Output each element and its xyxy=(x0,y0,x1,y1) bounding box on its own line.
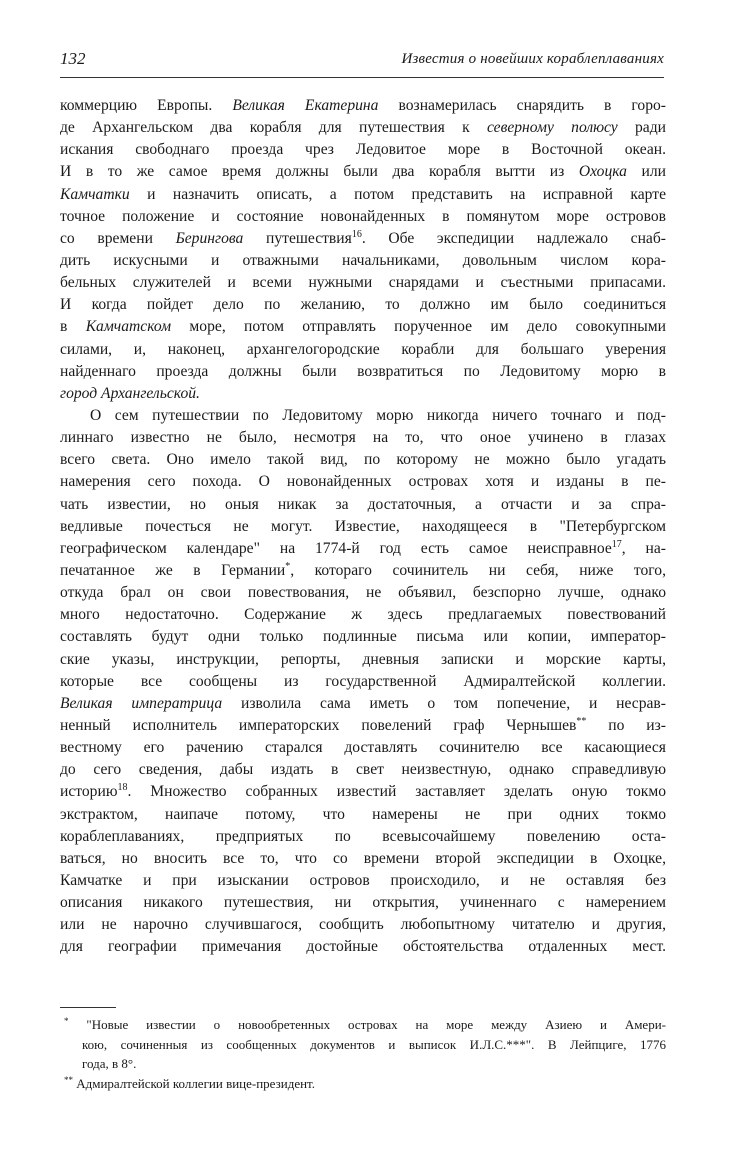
text-line: Великая императрица изволила сама иметь о том попечение, и несрав- xyxy=(60,694,666,712)
text-line: ведливые почесться не могут. Известие, находящееся в "Петербургском xyxy=(60,517,666,535)
text-line: Камчатки и назначить описать, а потом представить на исправной карте xyxy=(60,185,666,203)
running-title: Известия о новейших кораблеплаваниях xyxy=(401,51,664,67)
text-line: или не нарочно случившагося, сообщить любопытному читателю и другия, xyxy=(60,916,666,934)
text-line: кораблеплаваниях, предприятых по всевысочайшему повелению оста- xyxy=(60,827,666,845)
text-line: составлять будут одни только подлинные письма или копии, император- xyxy=(60,628,666,646)
footnote-ref: ** xyxy=(576,715,587,727)
endnote-ref: 17 xyxy=(611,538,622,550)
text-line: со времени Берингова путешествия$^{16}$. Обе экспедиции надлежало снаб- xyxy=(60,228,666,247)
text-line: много недостаточно. Содержание ж здесь предлагаемых повествований xyxy=(60,606,666,624)
text-line: ваться, но вносить все то, что со времени второй экспедиции в Охоцке, xyxy=(60,849,666,867)
text-line: ненный исполнитель императорских повелений граф Чернышев** по из- xyxy=(60,715,666,734)
text-line: которые все сообщены из государственной Адмиралтейской коллегии. xyxy=(60,672,666,690)
text-line: историю$^{18}$. Множество собранных известий заставляет зделать оную токмо xyxy=(60,782,666,801)
text-line: Камчатке и при изыскании островов происходило, и не оставляя без xyxy=(60,871,666,889)
footnotes xyxy=(64,1015,666,1093)
text-line: для географии примечания достойные обстоятельства отдаленных мест. xyxy=(60,938,666,956)
footnote-line: года, в 8°. xyxy=(82,1056,137,1071)
text-line: намерения сего похода. О новонайденных островах хотя и изданы в пе- xyxy=(60,473,666,491)
text-line: дить искусными и отважными начальниками, довольным числом кора- xyxy=(60,251,666,269)
footnote-ref: * xyxy=(285,560,291,572)
endnote-ref: 16 xyxy=(351,228,362,240)
text-line: силами, и, наконец, архангелогородские корабли для большаго уверения xyxy=(60,340,666,358)
header-rule xyxy=(60,77,664,78)
footnote-mark: * xyxy=(64,1016,69,1026)
page-number: 132 xyxy=(60,49,86,68)
text-line: бельных служителей и всеми нужными снарядами и съестными припасами. xyxy=(60,274,666,292)
text-line: описания никакого путешествия, ни открытия, учиненнаго с намерением xyxy=(60,894,666,912)
text-line: О сем путешествии по Ледовитому морю никогда ничего точнаго и под- xyxy=(90,406,666,424)
footnote-line: кою, сочиненныя из сообщенных документов и выписок И.Л.С.***". В Лейпциге, 1776 xyxy=(82,1036,666,1052)
text-line: точное положение и состояние новонайденных в помянутом море островов xyxy=(60,207,666,225)
text-line: в Камчатском море, потом отправлять порученное им дело совокупными xyxy=(60,318,666,336)
text-line: город Архангельской. xyxy=(60,384,200,402)
text-line: найденнаго проезда должны были возвратиться по Ледовитому морю в xyxy=(60,362,666,380)
text-line: ские указы, инструкции, репорты, дневныя записки и морские карты, xyxy=(60,650,666,668)
text-line: географическом календаре" на 1774-й год есть самое неисправное$^{17}$, на- xyxy=(60,538,666,557)
page-header xyxy=(60,49,664,75)
text-line: печатанное же в Германии*, котораго сочинитель ни себя, ниже того, xyxy=(60,560,666,579)
text-line: чать известии, но оныя никак за достаточныя, а отчасти и за спра- xyxy=(60,495,666,513)
footnote-line: * "Новые известии о новообретенных островах на море между Азиею и Амери- xyxy=(64,1016,666,1032)
main-text xyxy=(60,95,666,958)
text-line: всего света. Оно имело такой вид, по которому не можно было угадать xyxy=(60,451,666,469)
text-line: откуда брал он свои повествования, не объявил, безспорно лучше, однако xyxy=(60,584,666,602)
text-line: экстрактом, наипаче потому, что намерены не при одних токмо xyxy=(60,805,666,823)
text-line: искания свободнаго проезда чрез Ледовитое море в Восточной океан. xyxy=(60,141,666,159)
text-line: до сего сведения, дабы издать в свет неизвестную, однако справедливую xyxy=(60,761,666,779)
footnote-line: ** Адмиралтейской коллегии вице-президент. xyxy=(64,1074,315,1091)
text-line: коммерцию Европы. Великая Екатерина вознамерилась снарядить в горо- xyxy=(60,97,666,114)
text-line: де Архангельском два корабля для путешествия к северному полюсу ради xyxy=(60,119,666,137)
text-line: линнаго известно не было, несмотря на то, что оное учинено в глазах xyxy=(60,429,666,447)
footnote-rule xyxy=(60,1007,116,1008)
text-line: вестному его рачению старался доставлять сочинителю все касающиеся xyxy=(60,739,666,757)
text-line: И когда пойдет дело по желанию, то должно им было соединиться xyxy=(60,296,666,314)
footnote-mark: ** xyxy=(64,1074,73,1085)
endnote-ref: 18 xyxy=(117,782,128,794)
text-line: И в то же самое время должны были два корабля вытти из Охоцка или xyxy=(60,163,666,181)
